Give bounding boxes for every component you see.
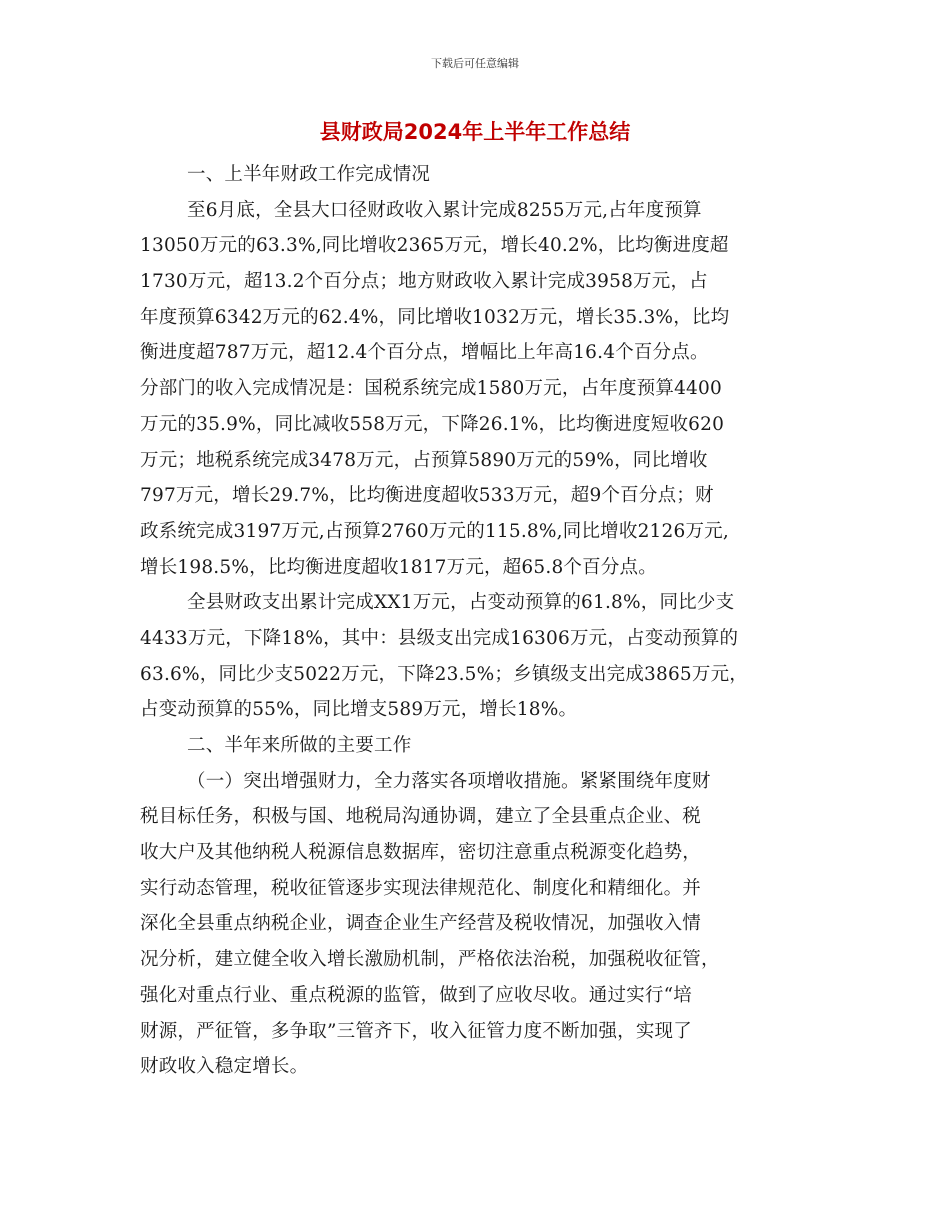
document-body xyxy=(140,157,805,1085)
paragraph-line: 797万元，增长29.7%，比均衡进度超收533万元，超9个百分点；财 xyxy=(140,485,714,507)
paragraph-line: 深化全县重点纳税企业，调查企业生产经营及税收情况，加强收入情 xyxy=(140,913,702,935)
paragraph-line: 增长198.5%，比均衡进度超收1817万元，超65.8个百分点。 xyxy=(140,556,657,578)
section-heading-2: 二、半年来所做的主要工作 xyxy=(187,735,412,756)
paragraph-line: 万元；地税系统完成3478万元，占预算5890万元的59%，同比增收 xyxy=(140,449,708,471)
paragraph-line: 收大户及其他纳税人税源信息数据库，密切注意重点税源变化趋势， xyxy=(140,842,702,864)
paragraph-line: 占变动预算的55%，同比增支589万元，增长18%。 xyxy=(140,699,578,721)
paragraph-line: 财源，严征管，多争取”三管齐下，收入征管力度不断加强，实现了 xyxy=(140,1020,692,1042)
paragraph-line: 63.6%，同比少支5022万元，下降23.5%；乡镇级支出完成3865万元， xyxy=(140,663,749,685)
paragraph-line: 况分析，建立健全收入增长激励机制，严格依法治税，加强税收征管， xyxy=(140,949,720,971)
paragraph-line: 4433万元，下降18%，其中：县级支出完成16306万元，占变动预算的 xyxy=(140,627,739,649)
paragraph-line: 年度预算6342万元的62.4%，同比增收1032万元，增长35.3%，比均 xyxy=(140,306,730,328)
paragraph-line: 财政收入稳定增长。 xyxy=(140,1056,309,1078)
paragraph-line: 分部门的收入完成情况是：国税系统完成1580万元，占年度预算4400 xyxy=(140,378,722,400)
paragraph-line: 1730万元，超13.2个百分点；地方财政收入累计完成3958万元，占 xyxy=(140,271,708,293)
paragraph-line: 强化对重点行业、重点税源的监管，做到了应收尽收。通过实行“培 xyxy=(140,984,692,1006)
paragraph-line: 全县财政支出累计完成XX1万元，占变动预算的61.8%，同比少支 xyxy=(187,592,735,614)
paragraph-line: 政系统完成3197万元,占预算2760万元的115.8%,同比增收2126万元, xyxy=(140,520,729,542)
paragraph-line: 实行动态管理，税收征管逐步实现法律规范化、制度化和精细化。并 xyxy=(140,877,702,899)
paragraph-line: 13050万元的63.3%,同比增收2365万元，增长40.2%，比均衡进度超 xyxy=(140,235,729,257)
page-header-note: 下载后可任意编辑 xyxy=(431,57,519,70)
paragraph-line: 至6月底，全县大口径财政收入累计完成8255万元,占年度预算 xyxy=(187,199,702,221)
paragraph-line: 衡进度超787万元，超12.4个百分点，增幅比上年高16.4个百分点。 xyxy=(140,342,709,364)
paragraph-line: 税目标任务，积极与国、地税局沟通协调，建立了全县重点企业、税 xyxy=(140,806,702,828)
document-title: 县财政局2024年上半年工作总结 xyxy=(319,120,631,144)
paragraph-line: （一）突出增强财力，全力落实各项增收措施。紧紧围绕年度财 xyxy=(187,770,711,792)
paragraph-line: 万元的35.9%，同比减收558万元，下降26.1%，比均衡进度短收620 xyxy=(140,413,725,435)
section-heading-1: 一、上半年财政工作完成情况 xyxy=(187,164,431,185)
